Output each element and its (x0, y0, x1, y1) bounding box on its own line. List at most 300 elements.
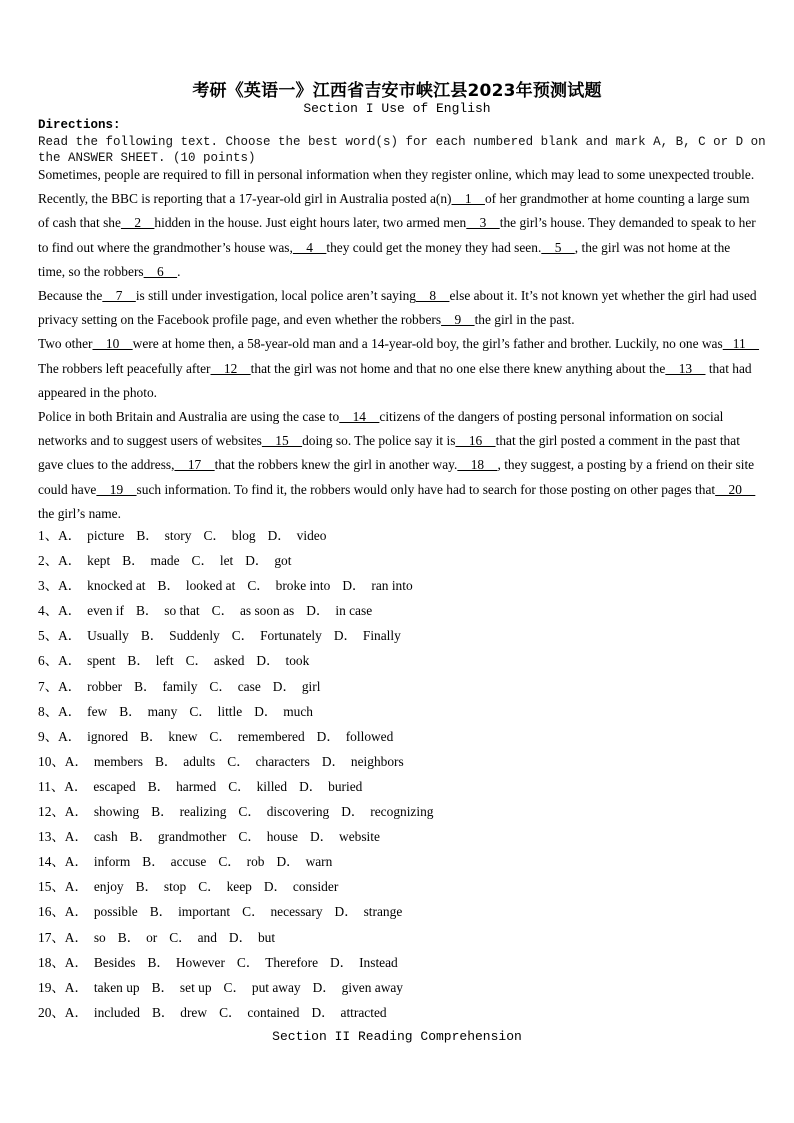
option-text: Usually (87, 628, 129, 644)
passage-text: , the girl was not home at the time, so the robbers (38, 239, 731, 279)
option-letter: C． (228, 778, 251, 794)
answer-option (232, 628, 322, 643)
passage-text: hidden in the house. Just eight hours later, two armed men (154, 215, 467, 231)
option-text: cash (93, 829, 118, 845)
answer-option (152, 980, 212, 995)
passage-text: Two other (38, 336, 93, 352)
option-letter: A． (58, 603, 82, 619)
answer-option (198, 879, 252, 894)
option-letter: A． (58, 578, 82, 594)
answer-option (64, 779, 135, 794)
option-letter: B． (151, 979, 174, 995)
answer-option (136, 528, 191, 543)
question-number: 9、 (38, 728, 59, 744)
passage-paragraph (38, 163, 760, 284)
answer-option (65, 854, 131, 869)
option-text: followed (345, 728, 394, 744)
answer-option (155, 754, 215, 769)
option-text: knew (168, 728, 198, 744)
answer-option (158, 578, 236, 593)
numbered-blank: 14 (339, 409, 380, 425)
section-title: Section I Use of English (303, 101, 491, 116)
option-text: knocked at (87, 578, 146, 594)
passage-text: were at home then, a 58-year-old man and a 14-year-old boy, the girl’s father and brother. Luckily, no one was (132, 336, 723, 352)
numbered-blank: 10 (92, 336, 133, 352)
passage-text: that had appeared in the photo. (38, 360, 752, 400)
question-item (38, 877, 446, 902)
answer-option (58, 679, 122, 694)
option-letter: B． (154, 753, 178, 769)
option-text: accuse (170, 854, 207, 870)
option-letter: D． (330, 954, 354, 970)
question-number: 20、 (38, 1004, 65, 1020)
option-text: many (147, 703, 178, 719)
option-text: ignored (87, 728, 129, 744)
answer-option (322, 754, 404, 769)
option-letter: C． (219, 1004, 242, 1020)
answer-option (254, 704, 313, 719)
option-text: remembered (237, 728, 305, 744)
option-text: Suddenly (169, 628, 220, 644)
answer-option (119, 704, 177, 719)
question-number: 13、 (38, 829, 65, 845)
option-text: possible (93, 904, 138, 920)
passage-text: is still under investigation, local police aren’t saying (135, 288, 416, 304)
question-number: 7、 (38, 678, 59, 694)
question-number: 15、 (38, 879, 65, 895)
question-item (38, 1003, 446, 1028)
answer-option (218, 854, 264, 869)
passage-paragraph (38, 284, 760, 332)
option-text: picture (87, 528, 125, 543)
passage-paragraph (38, 405, 760, 526)
option-letter: D． (267, 528, 291, 543)
answer-option (65, 955, 136, 970)
answer-option (317, 729, 394, 744)
answer-option (148, 779, 216, 794)
option-letter: D． (341, 804, 365, 820)
option-letter: A． (58, 653, 82, 669)
passage-text: that the girl posted a comment in the past that gave clues to the address, (38, 433, 740, 473)
numbered-blank: 8 (415, 288, 450, 304)
option-letter: D． (299, 778, 323, 794)
option-letter: D． (306, 603, 330, 619)
answer-option (127, 653, 173, 668)
section-title-reading: Section II Reading Comprehension (272, 1029, 522, 1044)
question-item (38, 702, 446, 727)
option-letter: A． (64, 954, 88, 970)
numbered-blank: 7 (102, 288, 136, 304)
option-letter: C． (218, 854, 241, 870)
answer-option (65, 930, 106, 945)
option-letter: C． (185, 653, 208, 669)
option-text: website (339, 829, 380, 845)
answer-option (136, 879, 187, 894)
option-text: stop (163, 879, 187, 895)
option-letter: B． (149, 904, 173, 920)
numbered-blank: 13 (665, 360, 706, 376)
answer-option (134, 679, 197, 694)
answer-option (335, 904, 403, 919)
option-letter: B． (140, 728, 163, 744)
numbered-blank: 11 (722, 336, 760, 352)
option-text: looked at (185, 578, 236, 594)
answer-option (245, 553, 291, 568)
question-item (38, 953, 446, 978)
option-letter: D． (321, 753, 345, 769)
question-number: 2、 (38, 553, 59, 569)
option-letter: B． (117, 929, 141, 945)
answer-option (136, 603, 200, 618)
option-text: left (155, 653, 174, 669)
answer-option (140, 729, 197, 744)
option-letter: A． (64, 979, 88, 995)
question-item (38, 827, 446, 852)
answer-option (311, 1005, 386, 1020)
option-letter: B． (142, 854, 165, 870)
option-text: made (150, 553, 180, 569)
answer-option (342, 578, 412, 593)
option-text: escaped (93, 778, 136, 794)
answer-option (238, 804, 329, 819)
numbered-blank: 16 (455, 433, 496, 449)
option-text: video (296, 528, 327, 543)
option-letter: C． (169, 929, 192, 945)
passage-text: Sometimes, people are required to fill in personal information when they register online, which may lead to some unexpected trouble. Recently, the BBC is reporting that a 17-year-old girl in Australia posted a(n) (38, 167, 755, 207)
option-text: spent (87, 653, 116, 669)
question-item (38, 777, 446, 802)
option-letter: B． (135, 879, 158, 895)
passage-text: they could get the money they had seen. (326, 239, 542, 255)
option-letter: C． (189, 703, 212, 719)
answer-option (277, 854, 333, 869)
option-letter: B． (151, 804, 174, 820)
option-text: in case (335, 603, 373, 619)
option-letter: C． (242, 904, 265, 920)
answer-option (229, 930, 275, 945)
option-letter: A． (58, 553, 82, 569)
option-text: little (217, 703, 243, 719)
answer-option (148, 955, 225, 970)
option-letter: B． (147, 954, 170, 970)
option-letter: A． (64, 753, 88, 769)
question-number: 6、 (38, 653, 59, 669)
option-text: house (266, 829, 298, 845)
numbered-blank: 17 (174, 457, 215, 473)
numbered-blank: 9 (441, 312, 475, 328)
option-text: members (93, 753, 143, 769)
option-letter: D． (254, 703, 278, 719)
option-text: given away (341, 979, 404, 995)
option-letter: D． (334, 904, 358, 920)
option-text: characters (255, 753, 310, 769)
answer-option (186, 653, 245, 668)
option-text: However (175, 954, 225, 970)
option-text: harmed (176, 778, 217, 794)
option-text: even if (87, 603, 124, 619)
option-letter: A． (64, 879, 88, 895)
answer-option (313, 980, 403, 995)
option-text: set up (179, 979, 212, 995)
answer-option (189, 704, 242, 719)
option-letter: A． (58, 703, 82, 719)
option-letter: C． (203, 528, 226, 543)
option-text: and (197, 929, 217, 945)
option-text: asked (213, 653, 245, 669)
option-letter: C． (209, 728, 232, 744)
option-letter: B． (129, 829, 152, 845)
option-text: girl (301, 678, 321, 694)
option-text: warn (305, 854, 333, 870)
option-text: necessary (270, 904, 323, 920)
numbered-blank: 6 (143, 263, 178, 279)
passage-text: citizens of the dangers of posting personal information on social networks and to suggest users of websites (38, 409, 724, 449)
option-text: attracted (340, 1004, 387, 1020)
answer-option (310, 829, 380, 844)
question-item (38, 802, 446, 827)
option-letter: D． (309, 829, 334, 845)
answer-option (65, 1005, 140, 1020)
answer-option (209, 679, 260, 694)
question-item (38, 727, 446, 752)
option-text: case (237, 678, 261, 694)
answer-option (58, 704, 107, 719)
answer-option (58, 553, 110, 568)
option-text: so that (164, 603, 200, 619)
passage-text: , they suggest, a posting by a friend on their site could have (38, 457, 755, 497)
option-letter: B． (135, 603, 159, 619)
question-item (38, 677, 446, 702)
question-number: 12、 (38, 804, 65, 820)
option-text: took (285, 653, 310, 669)
answer-option (299, 779, 362, 794)
question-number: 16、 (38, 904, 65, 920)
option-letter: D． (256, 653, 280, 669)
answer-option (58, 729, 128, 744)
numbered-blank: 3 (466, 215, 500, 231)
option-letter: B． (134, 678, 157, 694)
option-text: discovering (266, 804, 330, 820)
option-letter: D． (311, 1004, 335, 1020)
option-letter: D． (316, 728, 340, 744)
answer-option (141, 628, 220, 643)
question-number: 17、 (38, 929, 65, 945)
passage-text: . (177, 263, 181, 279)
answer-option (227, 754, 310, 769)
option-text: put away (251, 979, 301, 995)
option-text: showing (93, 804, 140, 820)
option-text: Therefore (265, 954, 319, 970)
option-text: kept (87, 553, 111, 569)
answer-option (58, 603, 124, 618)
numbered-blank: 19 (96, 481, 137, 497)
answer-option (58, 578, 145, 593)
option-letter: C． (247, 578, 270, 594)
option-letter: B． (140, 628, 164, 644)
passage-text: Police in both Britain and Australia are using the case to (38, 409, 340, 425)
option-letter: B． (157, 578, 180, 594)
question-list (38, 526, 446, 1028)
option-letter: D． (312, 979, 336, 995)
numbered-blank: 12 (210, 360, 251, 376)
option-letter: D． (245, 553, 269, 569)
option-letter: C． (227, 753, 250, 769)
numbered-blank: 20 (715, 481, 756, 497)
answer-option (306, 603, 372, 618)
question-number: 8、 (38, 703, 59, 719)
question-item (38, 626, 446, 651)
answer-option (237, 955, 318, 970)
question-number: 5、 (38, 628, 59, 644)
option-text: broke into (275, 578, 331, 594)
option-text: keep (226, 879, 252, 895)
question-number: 1、 (38, 528, 59, 543)
answer-option (65, 829, 118, 844)
option-letter: D． (272, 678, 296, 694)
question-item (38, 928, 446, 953)
option-letter: B． (147, 778, 171, 794)
option-text: or (146, 929, 158, 945)
passage-text: doing so. The police say it is (302, 433, 456, 449)
option-text: ran into (371, 578, 413, 594)
answer-option (142, 854, 206, 869)
directions-text: Read the following text. Choose the best word(s) for each numbered blank and mark A, B, C or D on the ANSWER SHEET. (10 points) (38, 135, 766, 165)
question-item (38, 752, 446, 777)
option-text: realizing (179, 804, 227, 820)
question-number: 4、 (38, 603, 59, 619)
option-letter: C． (238, 829, 261, 845)
passage-text: the girl’s house. They demanded to speak to her to find out where the grandmother’s house was, (38, 215, 756, 255)
option-text: but (257, 929, 276, 945)
option-text: important (178, 904, 231, 920)
answer-option (65, 754, 143, 769)
answer-option (150, 904, 230, 919)
answer-option (192, 553, 234, 568)
option-letter: C． (198, 879, 221, 895)
option-text: Instead (359, 954, 398, 970)
answer-option (58, 653, 115, 668)
option-letter: A． (58, 728, 82, 744)
answer-option (130, 829, 227, 844)
option-letter: A． (58, 628, 82, 644)
option-text: few (87, 703, 108, 719)
option-text: neighbors (350, 753, 404, 769)
option-text: inform (93, 854, 131, 870)
option-text: rob (246, 854, 265, 870)
numbered-blank: 5 (541, 239, 575, 255)
passage-text: that the girl was not home and that no one else there knew anything about the (250, 360, 666, 376)
answer-option (151, 804, 226, 819)
option-text: as soon as (239, 603, 295, 619)
option-letter: D． (276, 854, 300, 870)
numbered-blank: 1 (451, 191, 485, 207)
answer-option (65, 804, 139, 819)
option-text: taken up (93, 979, 140, 995)
question-item (38, 551, 446, 576)
numbered-blank: 18 (457, 457, 498, 473)
option-text: family (162, 678, 198, 694)
option-text: so (93, 929, 106, 945)
question-item (38, 576, 446, 601)
option-text: let (219, 553, 234, 569)
option-text: contained (247, 1004, 300, 1020)
option-letter: B． (119, 703, 142, 719)
option-letter: C． (236, 954, 260, 970)
option-text: consider (292, 879, 339, 895)
option-text: got (274, 553, 292, 569)
answer-option (203, 528, 255, 543)
option-letter: C． (209, 678, 232, 694)
option-letter: B． (136, 528, 159, 543)
option-text: included (93, 1004, 140, 1020)
passage-text: the girl in the past. (474, 312, 575, 328)
option-text: Fortunately (260, 628, 322, 644)
option-letter: C． (223, 979, 246, 995)
option-text: story (164, 528, 192, 543)
option-letter: A． (64, 904, 88, 920)
answer-option (330, 955, 398, 970)
option-text: blog (231, 528, 256, 543)
question-item (38, 601, 446, 626)
option-letter: A． (64, 804, 88, 820)
option-letter: C． (231, 628, 255, 644)
question-item (38, 902, 446, 927)
directions-heading: Directions: (38, 118, 121, 132)
option-letter: D． (263, 879, 287, 895)
answer-option (268, 528, 327, 543)
answer-option (58, 528, 124, 543)
question-item (38, 978, 446, 1003)
answer-option (118, 930, 157, 945)
answer-option (65, 879, 124, 894)
passage-paragraph (38, 332, 760, 405)
option-text: adults (183, 753, 216, 769)
answer-option (169, 930, 217, 945)
question-number: 3、 (38, 578, 59, 594)
answer-option (238, 829, 298, 844)
option-letter: C． (191, 553, 214, 569)
numbered-blank: 2 (120, 215, 155, 231)
passage-text: such information. To find it, the robbers would only have had to search for those posting on other pages that (136, 481, 716, 497)
passage-text: that the robbers knew the girl in another way. (214, 457, 458, 473)
option-text: enjoy (93, 879, 124, 895)
question-item (38, 651, 446, 676)
question-number: 11、 (38, 778, 65, 794)
question-number: 18、 (38, 954, 65, 970)
option-text: strange (363, 904, 403, 920)
option-text: drew (180, 1004, 208, 1020)
option-text: recognizing (370, 804, 434, 820)
question-number: 14、 (38, 854, 65, 870)
numbered-blank: 4 (292, 239, 327, 255)
passage-text: of her grandmother at home counting a large sum of cash that she (38, 191, 750, 231)
answer-option (264, 879, 338, 894)
option-letter: A． (58, 678, 82, 694)
answer-option (212, 603, 295, 618)
answer-option (341, 804, 433, 819)
numbered-blank: 15 (261, 433, 303, 449)
option-letter: A． (64, 929, 88, 945)
question-item (38, 852, 446, 877)
option-text: buried (328, 778, 363, 794)
option-text: Finally (362, 628, 401, 644)
option-letter: C． (238, 804, 261, 820)
option-letter: D． (333, 628, 357, 644)
option-letter: A． (64, 778, 88, 794)
answer-option (224, 980, 301, 995)
option-letter: A． (58, 528, 82, 543)
option-letter: B． (127, 653, 150, 669)
